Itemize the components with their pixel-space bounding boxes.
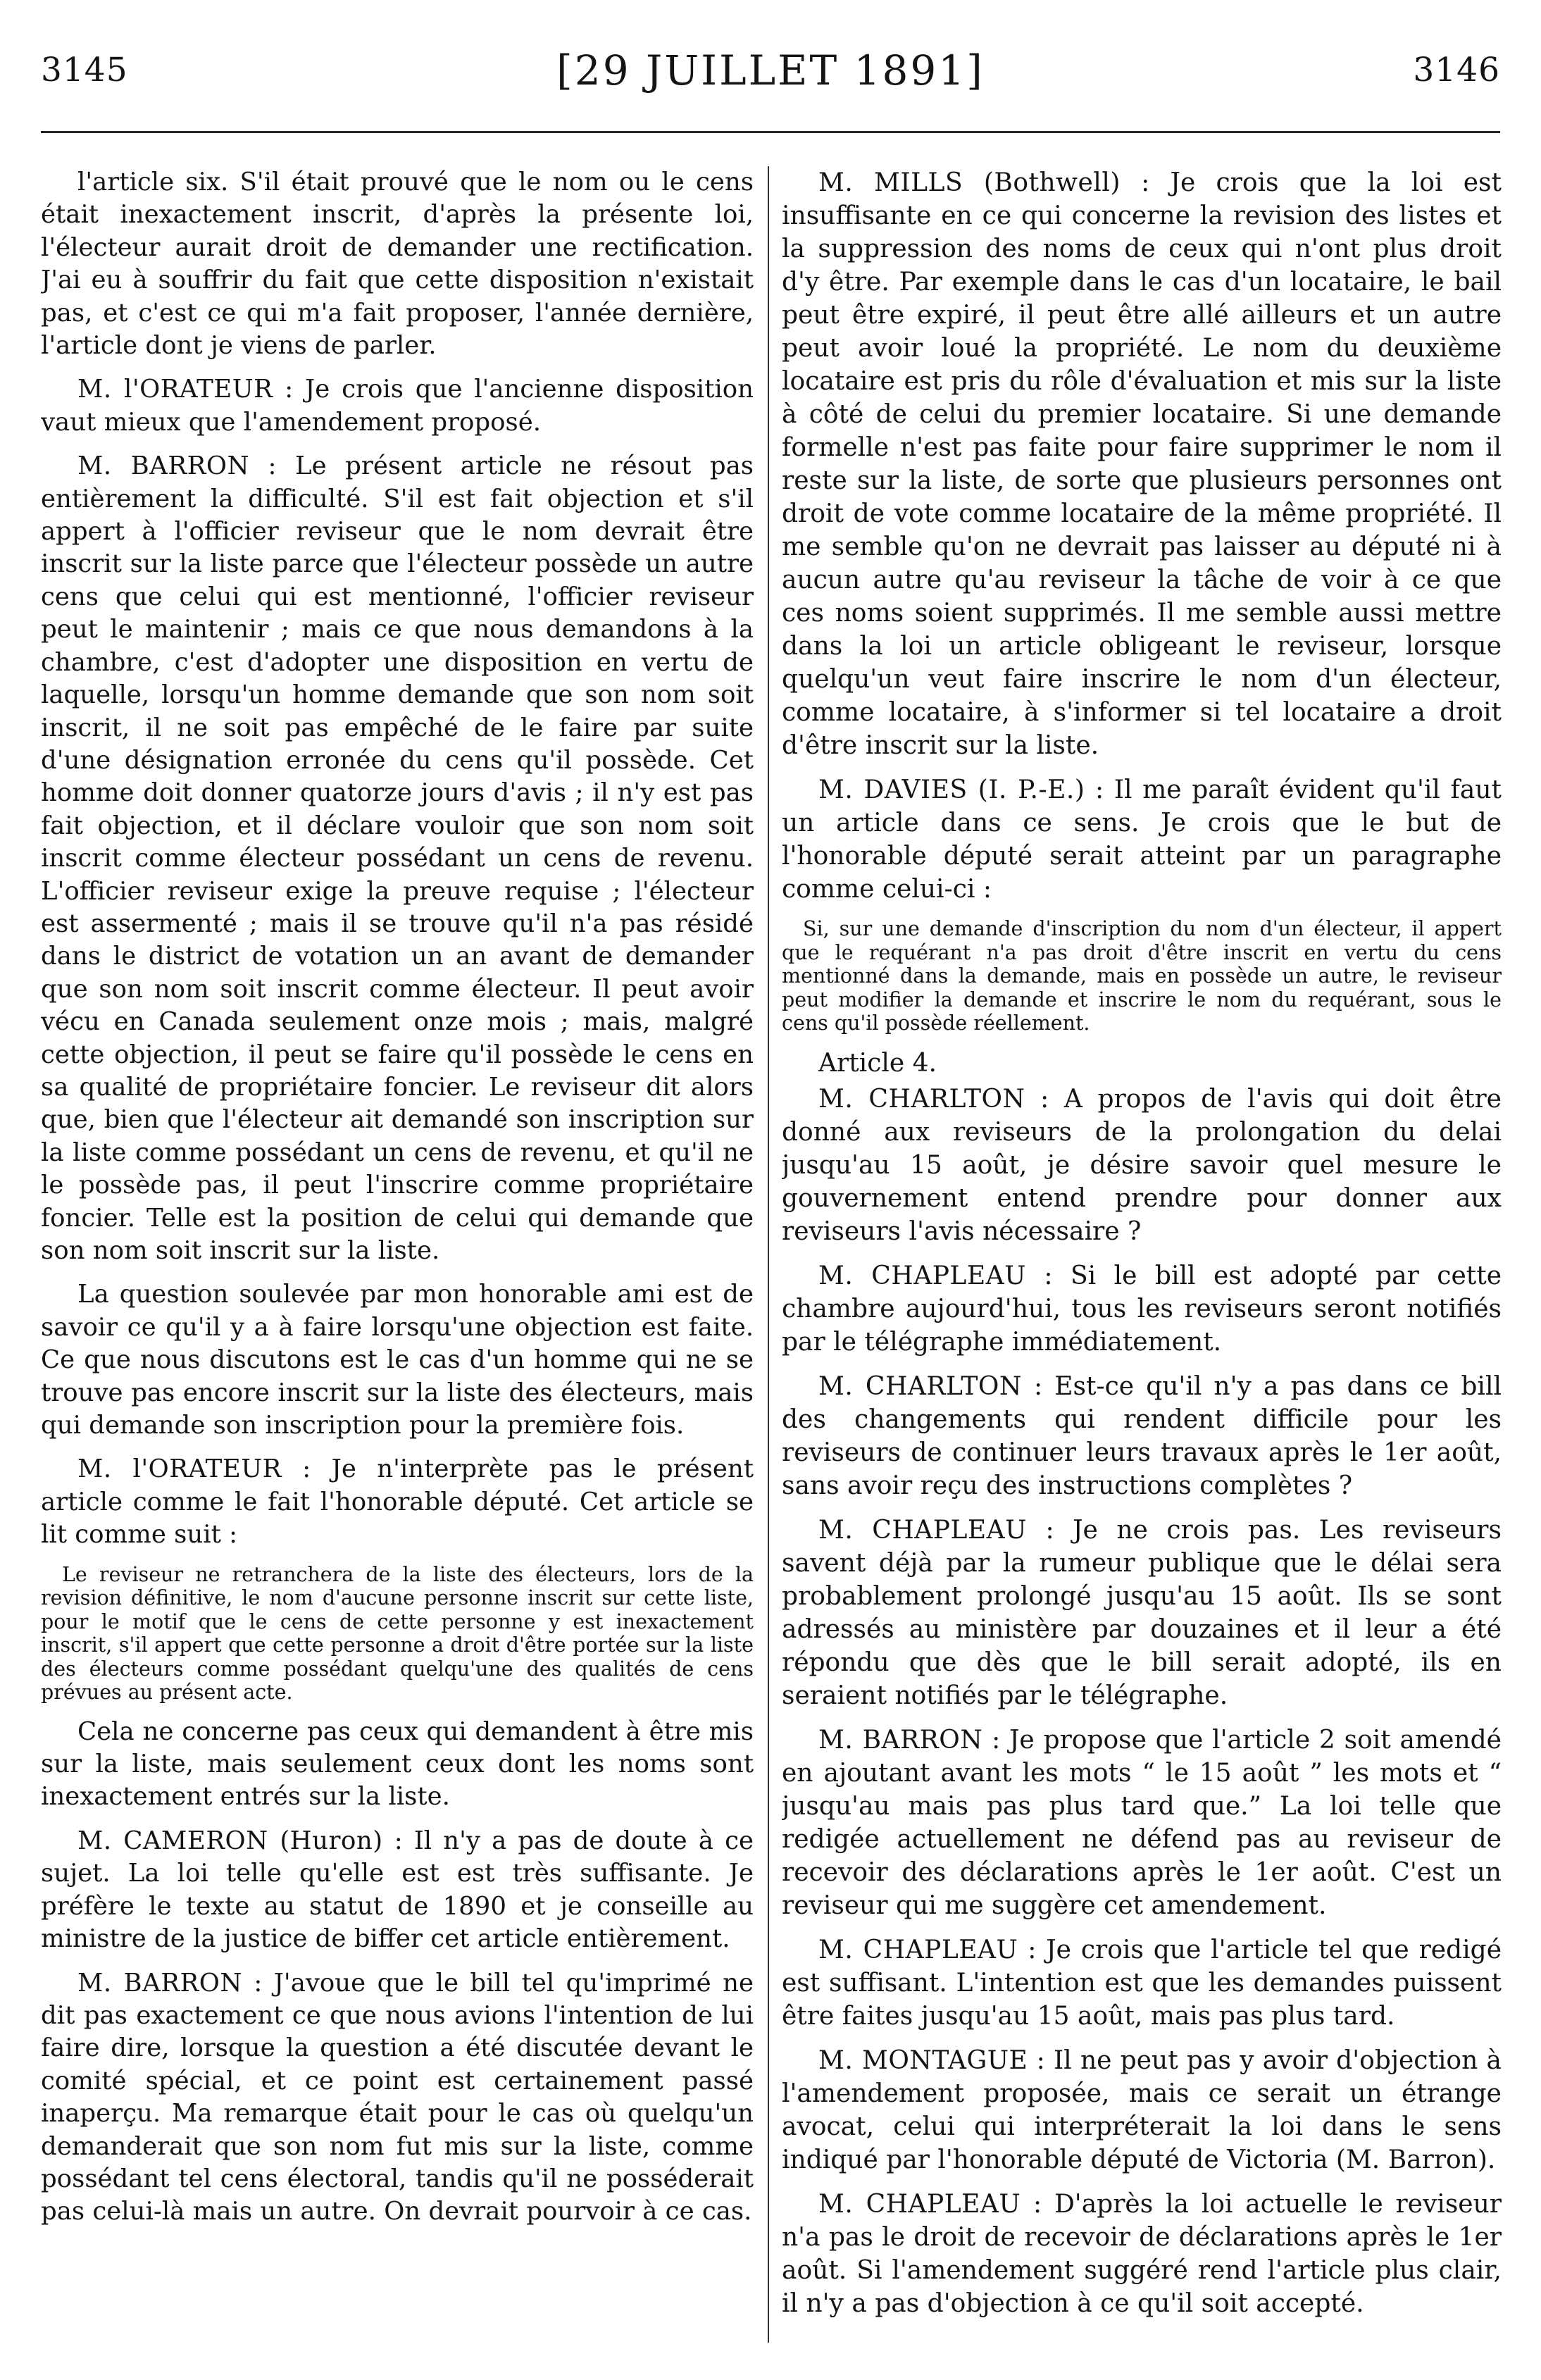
paragraph — [782, 1514, 1502, 1712]
paragraph-text: : A propos de l'avis qui doit être donné aux reviseurs de la prolongation du delai jusqu'au 15 août, je désire savoir quel mesure le gouvernement entend prendre pour donner aux reviseurs l'avis nécessaire ? — [782, 1084, 1502, 1246]
speaker-name: M. CHAPLEAU — [818, 2189, 1021, 2219]
left-column — [41, 166, 754, 2343]
column-divider — [768, 166, 769, 2343]
paragraph — [41, 166, 754, 362]
paragraph-text: La question soulevée par mon honorable ami est de savoir ce qu'il y a à faire lorsqu'une objection est faite. Ce que nous discutons est le cas d'un homme qui ne se trouve pas encore inscrit sur la liste des électeurs, mais qui demande son inscription pour la première fois. — [41, 1280, 754, 1440]
page-number-right: 3146 — [1413, 51, 1500, 89]
paragraph — [782, 2188, 1502, 2320]
paragraph — [41, 1716, 754, 1814]
paragraph — [41, 373, 754, 439]
page-number-left: 3145 — [41, 51, 128, 89]
paragraph-text: l'article six. S'il était prouvé que le nom ou le cens était inexactement inscrit, d'après la présente loi, l'électeur aurait droit de demander une rectification. J'ai eu à souffrir du fait que cette disposition n'existait pas, et c'est ce qui m'a fait proposer, l'année dernière, l'article dont je viens de parler. — [41, 168, 754, 361]
paragraph — [41, 1967, 754, 2229]
paragraph-text: : Je n'interprète pas le présent article comme le fait l'honorable député. Cet article se lit comme suit : — [41, 1454, 754, 1550]
paragraph-text: : Le présent article ne résout pas entièrement la difficulté. S'il est fait objection et s'il appert à l'officier reviseur que le nom devrait être inscrit sur la liste parce que l'électeur possède un autre cens que celui qui est mentionné, l'officier reviseur peut le maintenir ; mais ce que nous demandons à la chambre, c'est d'adopter une disposition en vertu de laquelle, lorsqu'un homme demande que son nom soit inscrit, il ne soit pas empêché de le faire par suite d'une désignation erronée du cens qu'il possède. Cet homme doit donner quatorze jours d'avis ; il n'y est pas fait objection, et il déclare vouloir que son nom soit inscrit comme électeur possédant un cens de revenu. L'officier reviseur exige la preuve requise ; l'électeur est assermenté ; mais il se trouve qu'il n'a pas résidé dans le district de votation un an avant de demander que son nom soit inscrit comme électeur. Il peut avoir vécu en Canada seulement onze mois ; mais, malgré cette objection, il peut se faire qu'il possède le cens en sa qualité de propriétaire foncier. Le reviseur dit alors que, bien que l'électeur ait demandé son inscription sur la liste comme possédant un cens de revenu, et qu'il ne le possède pas, il peut l'inscrire comme propriétaire foncier. Telle est la position de celui qui demande que son nom soit inscrit sur la liste. — [41, 451, 754, 1265]
paragraph-text: Le reviseur ne retranchera de la liste des électeurs, lors de la revision définitive, le nom d'aucune personne inscrit sur cette liste, pour le motif que le cens de cette personne y est inexactement inscrit, s'il appert que cette personne a droit d'être portée sur la liste des électeurs comme possédant quelqu'une des qualités de cens prévues au présent acte. — [41, 1562, 754, 1705]
speaker-name: M. CHAPLEAU — [818, 1935, 1018, 1964]
speaker-name: M. DAVIES (I. P.-E.) — [818, 775, 1085, 804]
paragraph-text: : J'avoue que le bill tel qu'imprimé ne dit pas exactement ce que nous avions l'intention de lui faire dire, lorsque la question a été discutée devant le comité spécial, et ce point est certainement passé inaperçu. Ma remarque était pour le cas où quelqu'un demanderait que son nom fut mis sur la liste, comme possédant tel cens électoral, tandis qu'il ne posséderait pas celui-là mais un autre. On devrait pourvoir à ce cas. — [41, 1968, 754, 2226]
paragraph — [782, 773, 1502, 906]
right-column — [782, 166, 1502, 2343]
speaker-name: M. BARRON — [77, 451, 250, 481]
speaker-name: M. CHAPLEAU — [818, 1515, 1027, 1545]
paragraph — [782, 2044, 1502, 2176]
speaker-name: M. CAMERON (Huron) — [77, 1826, 383, 1855]
speaker-name: M. MONTAGUE — [818, 2045, 1028, 2075]
speaker-name: M. l'ORATEUR — [77, 375, 273, 404]
speaker-name: M. BARRON — [818, 1725, 983, 1755]
speaker-name: M. BARRON — [77, 1968, 242, 1998]
paragraph — [782, 1724, 1502, 1922]
paragraph-text: : Si le bill est adopté par cette chambre aujourd'hui, tous les reviseurs seront notifiés par le télégraphe immédiatement. — [782, 1261, 1502, 1357]
paragraph-text: : Je propose que l'article 2 soit amendé en ajoutant avant les mots “ le 15 août ” les mots et “ jusqu'au mais pas plus tard que.” La loi telle que redigée actuellement ne défend pas au reviseur de recevoir des déclarations après le 1er août. C'est un reviseur qui me suggère cet amendement. — [782, 1725, 1502, 1920]
paragraph — [782, 1259, 1502, 1359]
paragraph — [782, 1083, 1502, 1248]
paragraph — [41, 450, 754, 1267]
paragraph-text: : Je crois que l'article tel que redigé est suffisant. L'intention est que les demandes puissent être faites jusqu'au 15 août, mais pas plus tard. — [782, 1935, 1502, 2031]
paragraph-text: : D'après la loi actuelle le reviseur n'a pas le droit de recevoir de déclarations après le 1er août. Si l'amendement suggéré rend l'article plus clair, il n'y a pas d'objection à ce qu'il soit accepté. — [782, 2189, 1502, 2318]
speaker-name: M. l'ORATEUR — [77, 1454, 282, 1484]
paragraph — [41, 1825, 754, 1956]
quoted-text — [782, 917, 1502, 1035]
paragraph — [782, 1370, 1502, 1502]
paragraph-text: Article 4. — [818, 1048, 937, 1078]
paragraph-text: : Il n'y a pas de doute à ce sujet. La loi telle qu'elle est est très suffisante. Je préfère le texte au statut de 1890 et je conseille au ministre de la justice de biffer cet article entièrement. — [41, 1826, 754, 1954]
header-date: [29 JUILLET 1891] — [556, 46, 985, 94]
speaker-name: M. CHARLTON — [818, 1371, 1022, 1401]
article-heading — [782, 1047, 1502, 1080]
paragraph-text: Cela ne concerne pas ceux qui demandent à être mis sur la liste, mais seulement ceux dont les noms sont inexactement entrés sur la liste. — [41, 1717, 754, 1812]
speaker-name: M. CHARLTON — [818, 1084, 1025, 1114]
quoted-text — [41, 1563, 754, 1705]
paragraph-text: : Je crois que l'ancienne disposition vaut mieux que l'amendement proposé. — [41, 375, 754, 437]
speaker-name: M. MILLS (Bothwell) — [818, 168, 1121, 197]
paragraph-text: : Est-ce qu'il n'y a pas dans ce bill des changements qui rendent difficile pour les reviseurs de continuer leurs travaux après le 1er août, sans avoir reçu des instructions complètes ? — [782, 1371, 1502, 1500]
paragraph-text: : Il ne peut pas y avoir d'objection à l'amendement proposée, mais ce serait un étrange avocat, celui qui interpréterait la loi dans le sens indiqué par l'honorable député de Victoria (M. Barron). — [782, 2045, 1502, 2174]
paragraph-text: : Il me paraît évident qu'il faut un article dans ce sens. Je crois que le but de l'honorable député serait atteint par un paragraphe comme celui-ci : — [782, 775, 1502, 904]
paragraph — [782, 1933, 1502, 2033]
page-header — [41, 45, 1500, 101]
speaker-name: M. CHAPLEAU — [818, 1261, 1026, 1290]
paragraph — [782, 166, 1502, 762]
header-rule — [41, 131, 1500, 133]
paragraph-text: : Je crois que la loi est insuffisante en ce qui concerne la revision des listes et la suppression des noms de ceux qui n'ont plus droit d'y être. Par exemple dans le cas d'un locataire, le bail peut être expiré, il peut être allé ailleurs et un autre peut avoir loué la propriété. Le nom du deuxième locataire est pris du rôle d'évaluation et mis sur la liste à côté de celui du premier locataire. Si une demande formelle n'est pas faite pour faire supprimer le nom il reste sur la liste, de sorte que plusieurs personnes ont droit de vote comme locataire de la même propriété. Il me semble qu'on ne devrait pas laisser au député ni à aucun autre qu'au reviseur la tâche de voir à ce que ces noms soient supprimés. Il me semble aussi mettre dans la loi un article obligeant le reviseur, lorsque quelqu'un veut faire inscrire le nom d'un électeur, comme locataire, à s'informer si tel locataire a droit d'être inscrit sur la liste. — [782, 168, 1502, 760]
paragraph — [41, 1453, 754, 1551]
paragraph — [41, 1278, 754, 1442]
paragraph-text: Si, sur une demande d'inscription du nom d'un électeur, il appert que le requérant n'a pas droit d'être inscrit en vertu du cens mentionné dans la demande, mais en possède un autre, le reviseur peut modifier la demande et inscrire le nom du requérant, sous le cens qu'il possède réellement. — [782, 917, 1502, 1035]
paragraph-text: : Je ne crois pas. Les reviseurs savent déjà par la rumeur publique que le délai sera probablement prolongé jusqu'au 15 août. Ils se sont adressés au ministère par douzaines et il leur a été répondu que dès que le bill serait adopté, ils en seraient notifiés par le télégraphe. — [782, 1515, 1502, 1710]
